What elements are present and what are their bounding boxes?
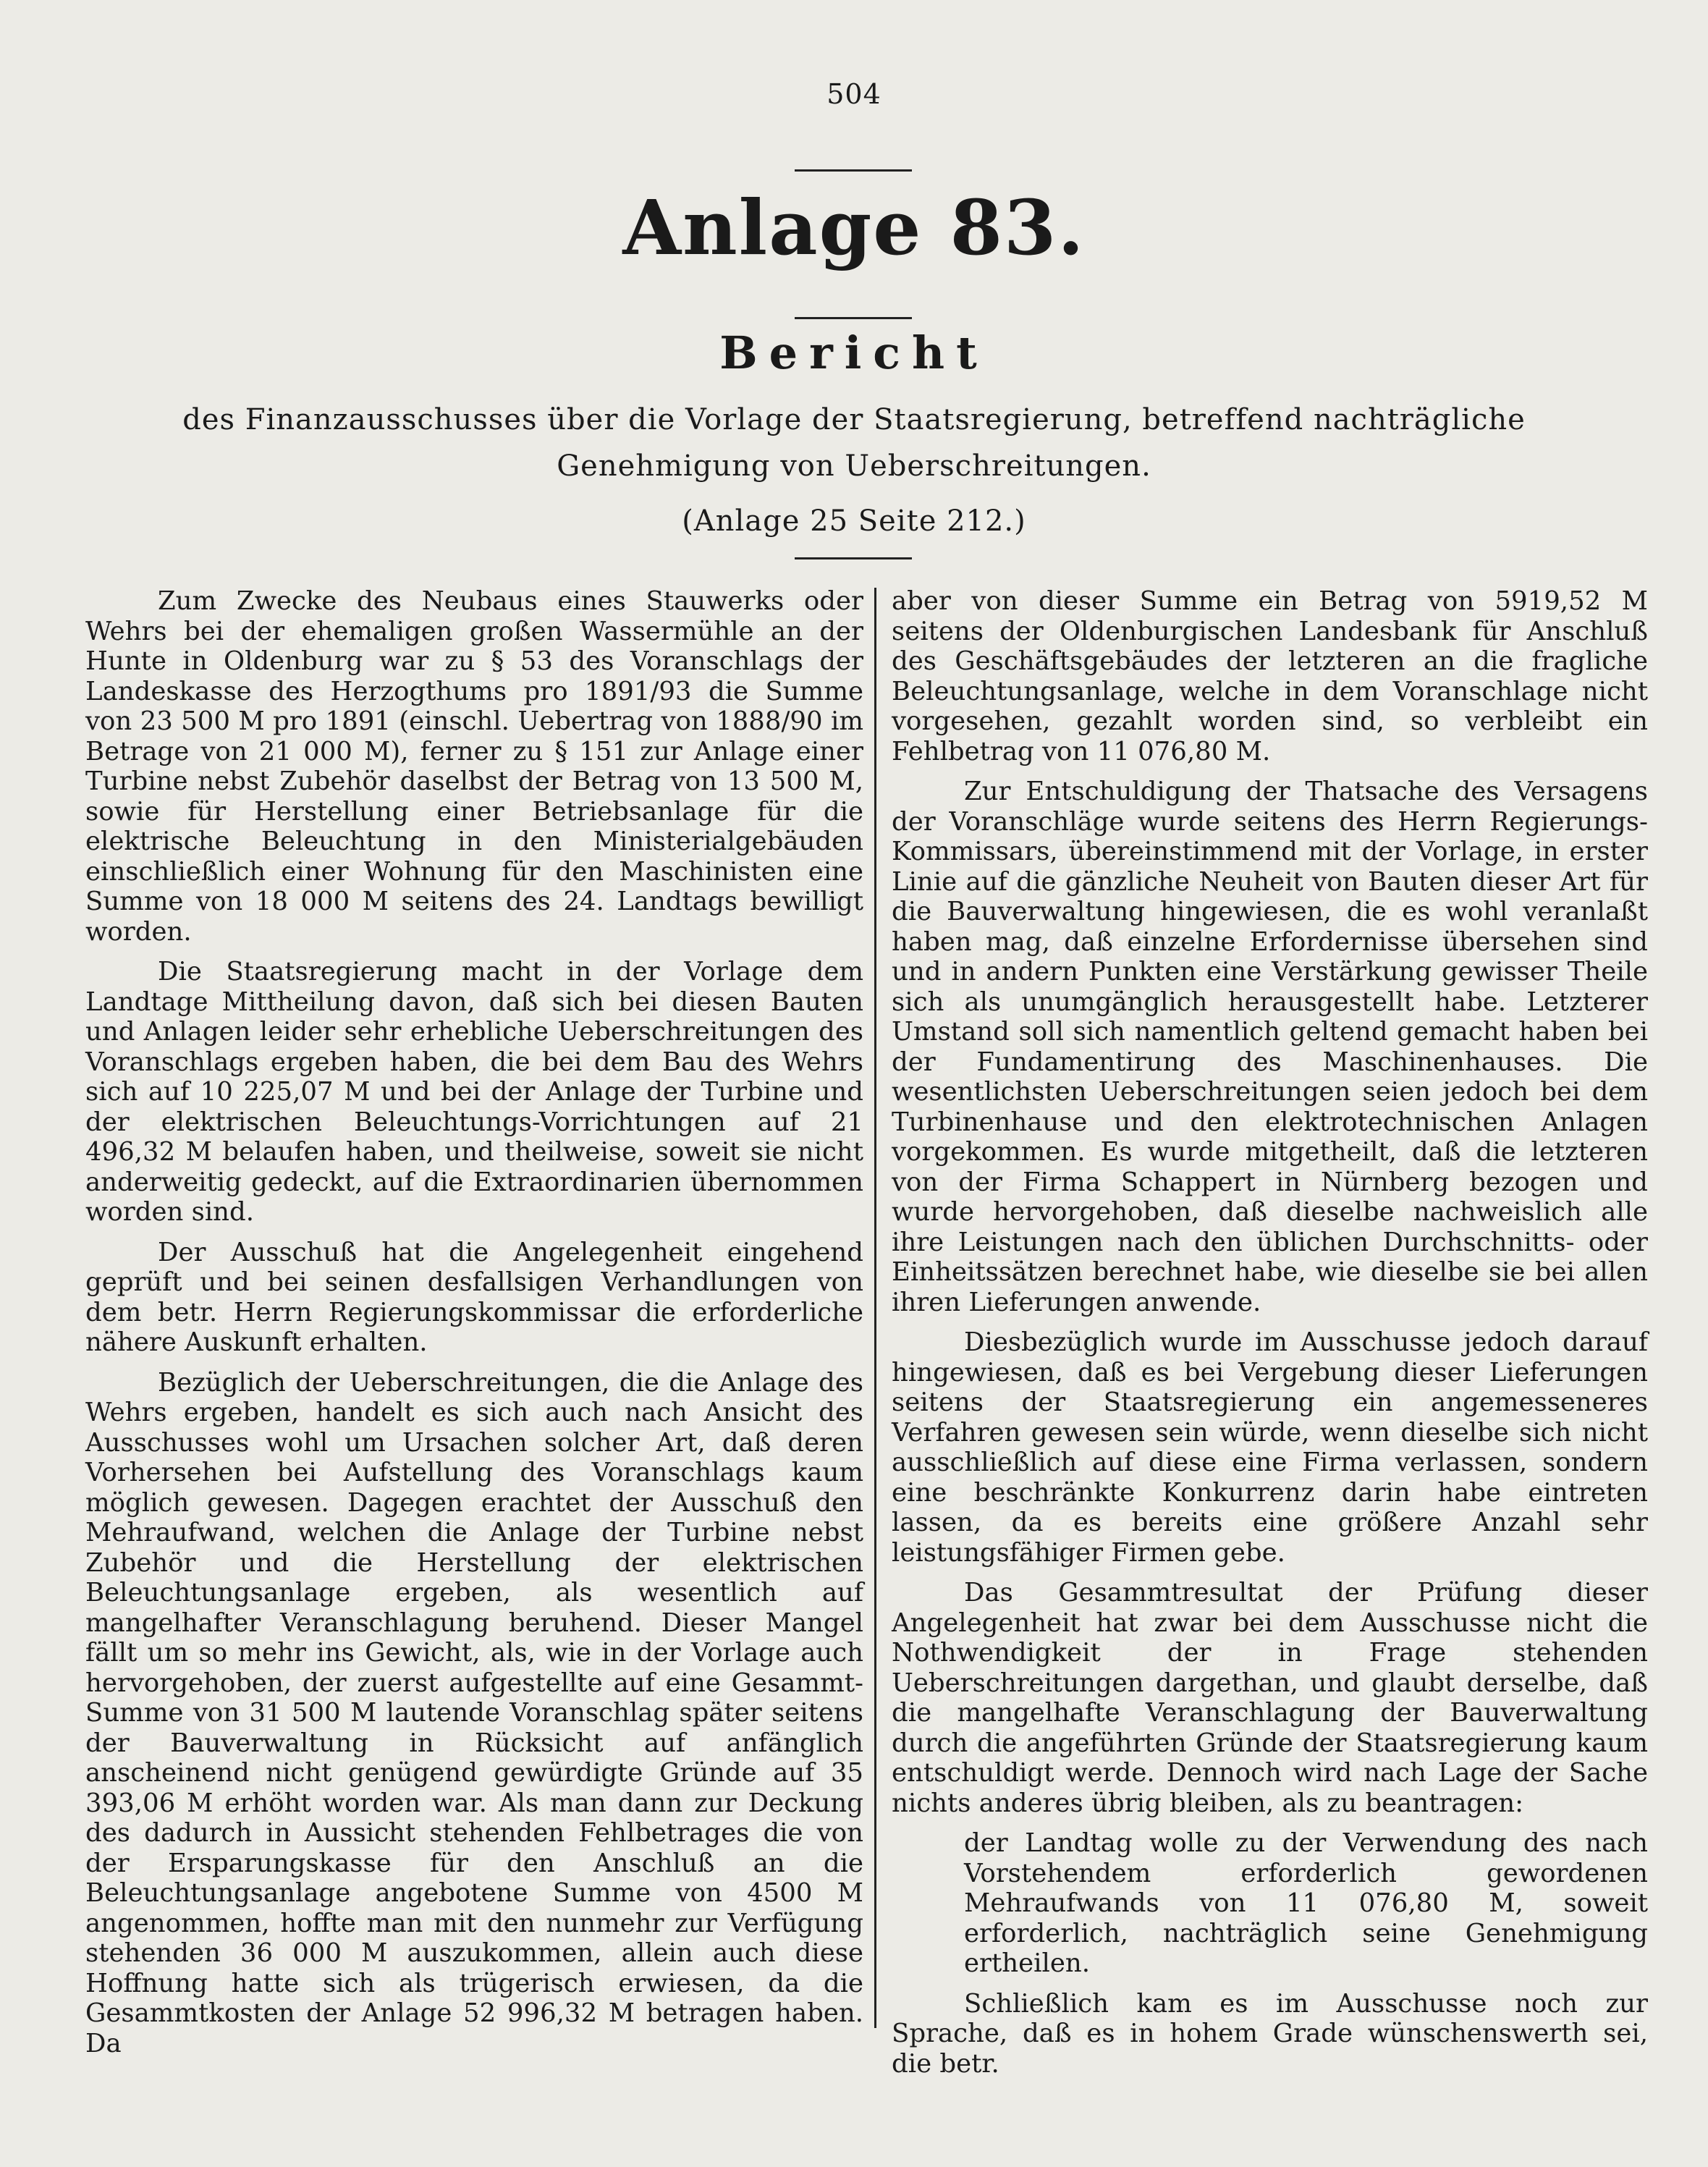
paragraph: Zur Entschuldigung der Thatsache des Versagens der Voranschläge wurde seitens des Herrn Regierungs-Kommissars, übereinstimmend mit der Vorlage, in erster Linie auf die gänzliche Neuheit von Bauten dieser Art für die Bauverwaltung hingewiesen, die es wohl veranlaßt haben mag, daß einzelne Erfordernisse übersehen sind und in andern Punkten eine Verstärkung gewisser Theile sich als unumgänglich herausgestellt habe. Letzterer Umstand soll sich namentlich geltend gemacht haben bei der Fundamentirung des Maschinenhauses. Die wesentlichsten Ueberschreitungen seien jedoch bei dem Turbinenhause und den elektrotechnischen Anlagen vorgekommen. Es wurde mitgetheilt, daß die letzteren von der Firma Schappert in Nürnberg bezogen und wurde hervorgehoben, daß dieselbe nachweislich alle ihre Leistungen nach den üblichen Durchschnitts- oder Einheitssätzen berechnet habe, wie dieselbe sie bei allen ihren Lieferungen anwende.	[892, 777, 1648, 1317]
column-divider	[874, 588, 876, 2028]
paragraph: Der Ausschuß hat die Angelegenheit eingehend geprüft und bei seinen desfallsigen Verhandlungen von dem betr. Herrn Regierungskommissar die erforderliche nähere Auskunft erhalten.	[85, 1237, 863, 1357]
paragraph: Die Staatsregierung macht in der Vorlage dem Landtage Mittheilung davon, daß sich bei diesen Bauten und Anlagen leider sehr erhebliche Ueberschreitungen des Voranschlags ergeben haben, die bei dem Bau des Wehrs sich auf 10 225,07 M und bei der Anlage der Turbine und der elektrischen Beleuchtungs-Vorrichtungen auf 21 496,32 M belaufen haben, und theilweise, soweit sie nicht anderweitig gedeckt, auf die Extraordinarien übernommen worden sind.	[85, 957, 863, 1227]
page-title: Anlage 83.	[622, 183, 1086, 272]
paragraph: Diesbezüglich wurde im Ausschusse jedoch darauf hingewiesen, daß es bei Vergebung dieser Lieferungen seitens der Staatsregierung ein angemesseneres Verfahren gewesen sein würde, wenn dieselbe sich nicht ausschließlich auf diese eine Firma verlassen, sondern eine beschränkte Konkurrenz darin habe eintreten lassen, da es bereits eine größere Anzahl sehr leistungsfähiger Firmen gebe.	[892, 1327, 1648, 1568]
paragraph: Bezüglich der Ueberschreitungen, die die Anlage des Wehrs ergeben, handelt es sich auch nach Ansicht des Ausschusses wohl um Ursachen solcher Art, daß deren Vorhersehen bei Aufstellung des Voranschlags kaum möglich gewesen. Dagegen erachtet der Ausschuß den Mehraufwand, welchen die Anlage der Turbine nebst Zubehör und die Herstellung der elektrischen Beleuchtungsanlage ergeben, als wesentlich auf mangelhafter Veranschlagung beruhend. Dieser Mangel fällt um so mehr ins Gewicht, als, wie in der Vorlage auch hervorgehoben, der zuerst aufgestellte auf eine Gesammt-Summe von 31 500 M lautende Voranschlag später seitens der Bauverwaltung in Rücksicht auf anfänglich anscheinend nicht genügend gewürdigte Gründe auf 35 393,06 M erhöht worden war. Als man dann zur Deckung des dadurch in Aussicht stehenden Fehlbetrages die von der Ersparungskasse für den Anschluß an die Beleuchtungsanlage angebotene Summe von 4500 M angenommen, hoffte man mit den nunmehr zur Verfügung stehenden 36 000 M auszukommen, allein auch diese Hoffnung hatte sich als trügerisch erwiesen, da die Gesammtkosten der Anlage 52 996,32 M betragen haben. Da	[85, 1367, 863, 2058]
left-column	[85, 586, 863, 2069]
page-number: 504	[826, 78, 882, 110]
subtitle-line-1: des Finanzausschusses über die Vorlage der Staatsregierung, betreffend nachträgliche	[182, 403, 1526, 436]
reference-note: (Anlage 25 Seite 212.)	[682, 504, 1026, 538]
report-heading: Bericht	[719, 326, 989, 379]
right-column	[892, 586, 1648, 2089]
paragraph: Schließlich kam es im Ausschusse noch zur Sprache, daß es in hohem Grade wünschenswerth sei, die betr.	[892, 1988, 1648, 2079]
subtitle-rule	[795, 557, 912, 559]
paragraph: Zum Zwecke des Neubaus eines Stauwerks oder Wehrs bei der ehemaligen großen Wassermühle an der Hunte in Oldenburg war zu § 53 des Voranschlags der Landeskasse des Herzogthums pro 1891/93 die Summe von 23 500 M pro 1891 (einschl. Uebertrag von 1888/90 im Betrage von 21 000 M), ferner zu § 151 zur Anlage einer Turbine nebst Zubehör daselbst der Betrag von 13 500 M, sowie für Herstellung einer Betriebsanlage für die elektrische Beleuchtung in den Ministerialgebäuden einschließlich einer Wohnung für den Maschinisten eine Summe von 18 000 M seitens des 24. Landtags bewilligt worden.	[85, 586, 863, 947]
subtitle-line-2: Genehmigung von Ueberschreitungen.	[557, 449, 1151, 483]
paragraph: Das Gesammtresultat der Prüfung dieser Angelegenheit hat zwar bei dem Ausschusse nicht die Nothwendigkeit der in Frage stehenden Ueberschreitungen dargethan, und glaubt derselbe, daß die mangelhafte Veranschlagung der Bauverwaltung durch die angeführten Gründe der Staatsregierung kaum entschuldigt werde. Dennoch wird nach Lage der Sache nichts anderes übrig bleiben, als zu beantragen:	[892, 1578, 1648, 1818]
title-rule-top	[795, 169, 912, 172]
title-rule-bottom	[795, 317, 912, 319]
motion-text: der Landtag wolle zu der Verwendung des nach Vorstehendem erforderlich gewordenen Mehraufwands von 11 076,80 M, soweit erforderlich, nachträglich seine Genehmigung ertheilen.	[964, 1828, 1648, 1978]
paragraph: aber von dieser Summe ein Betrag von 5919,52 M seitens der Oldenburgischen Landesbank für Anschluß des Geschäftsgebäudes der letzteren an die fragliche Beleuchtungsanlage, welche in dem Voranschlage nicht vorgesehen, gezahlt worden sind, so verbleibt ein Fehlbetrag von 11 076,80 M.	[892, 586, 1648, 766]
